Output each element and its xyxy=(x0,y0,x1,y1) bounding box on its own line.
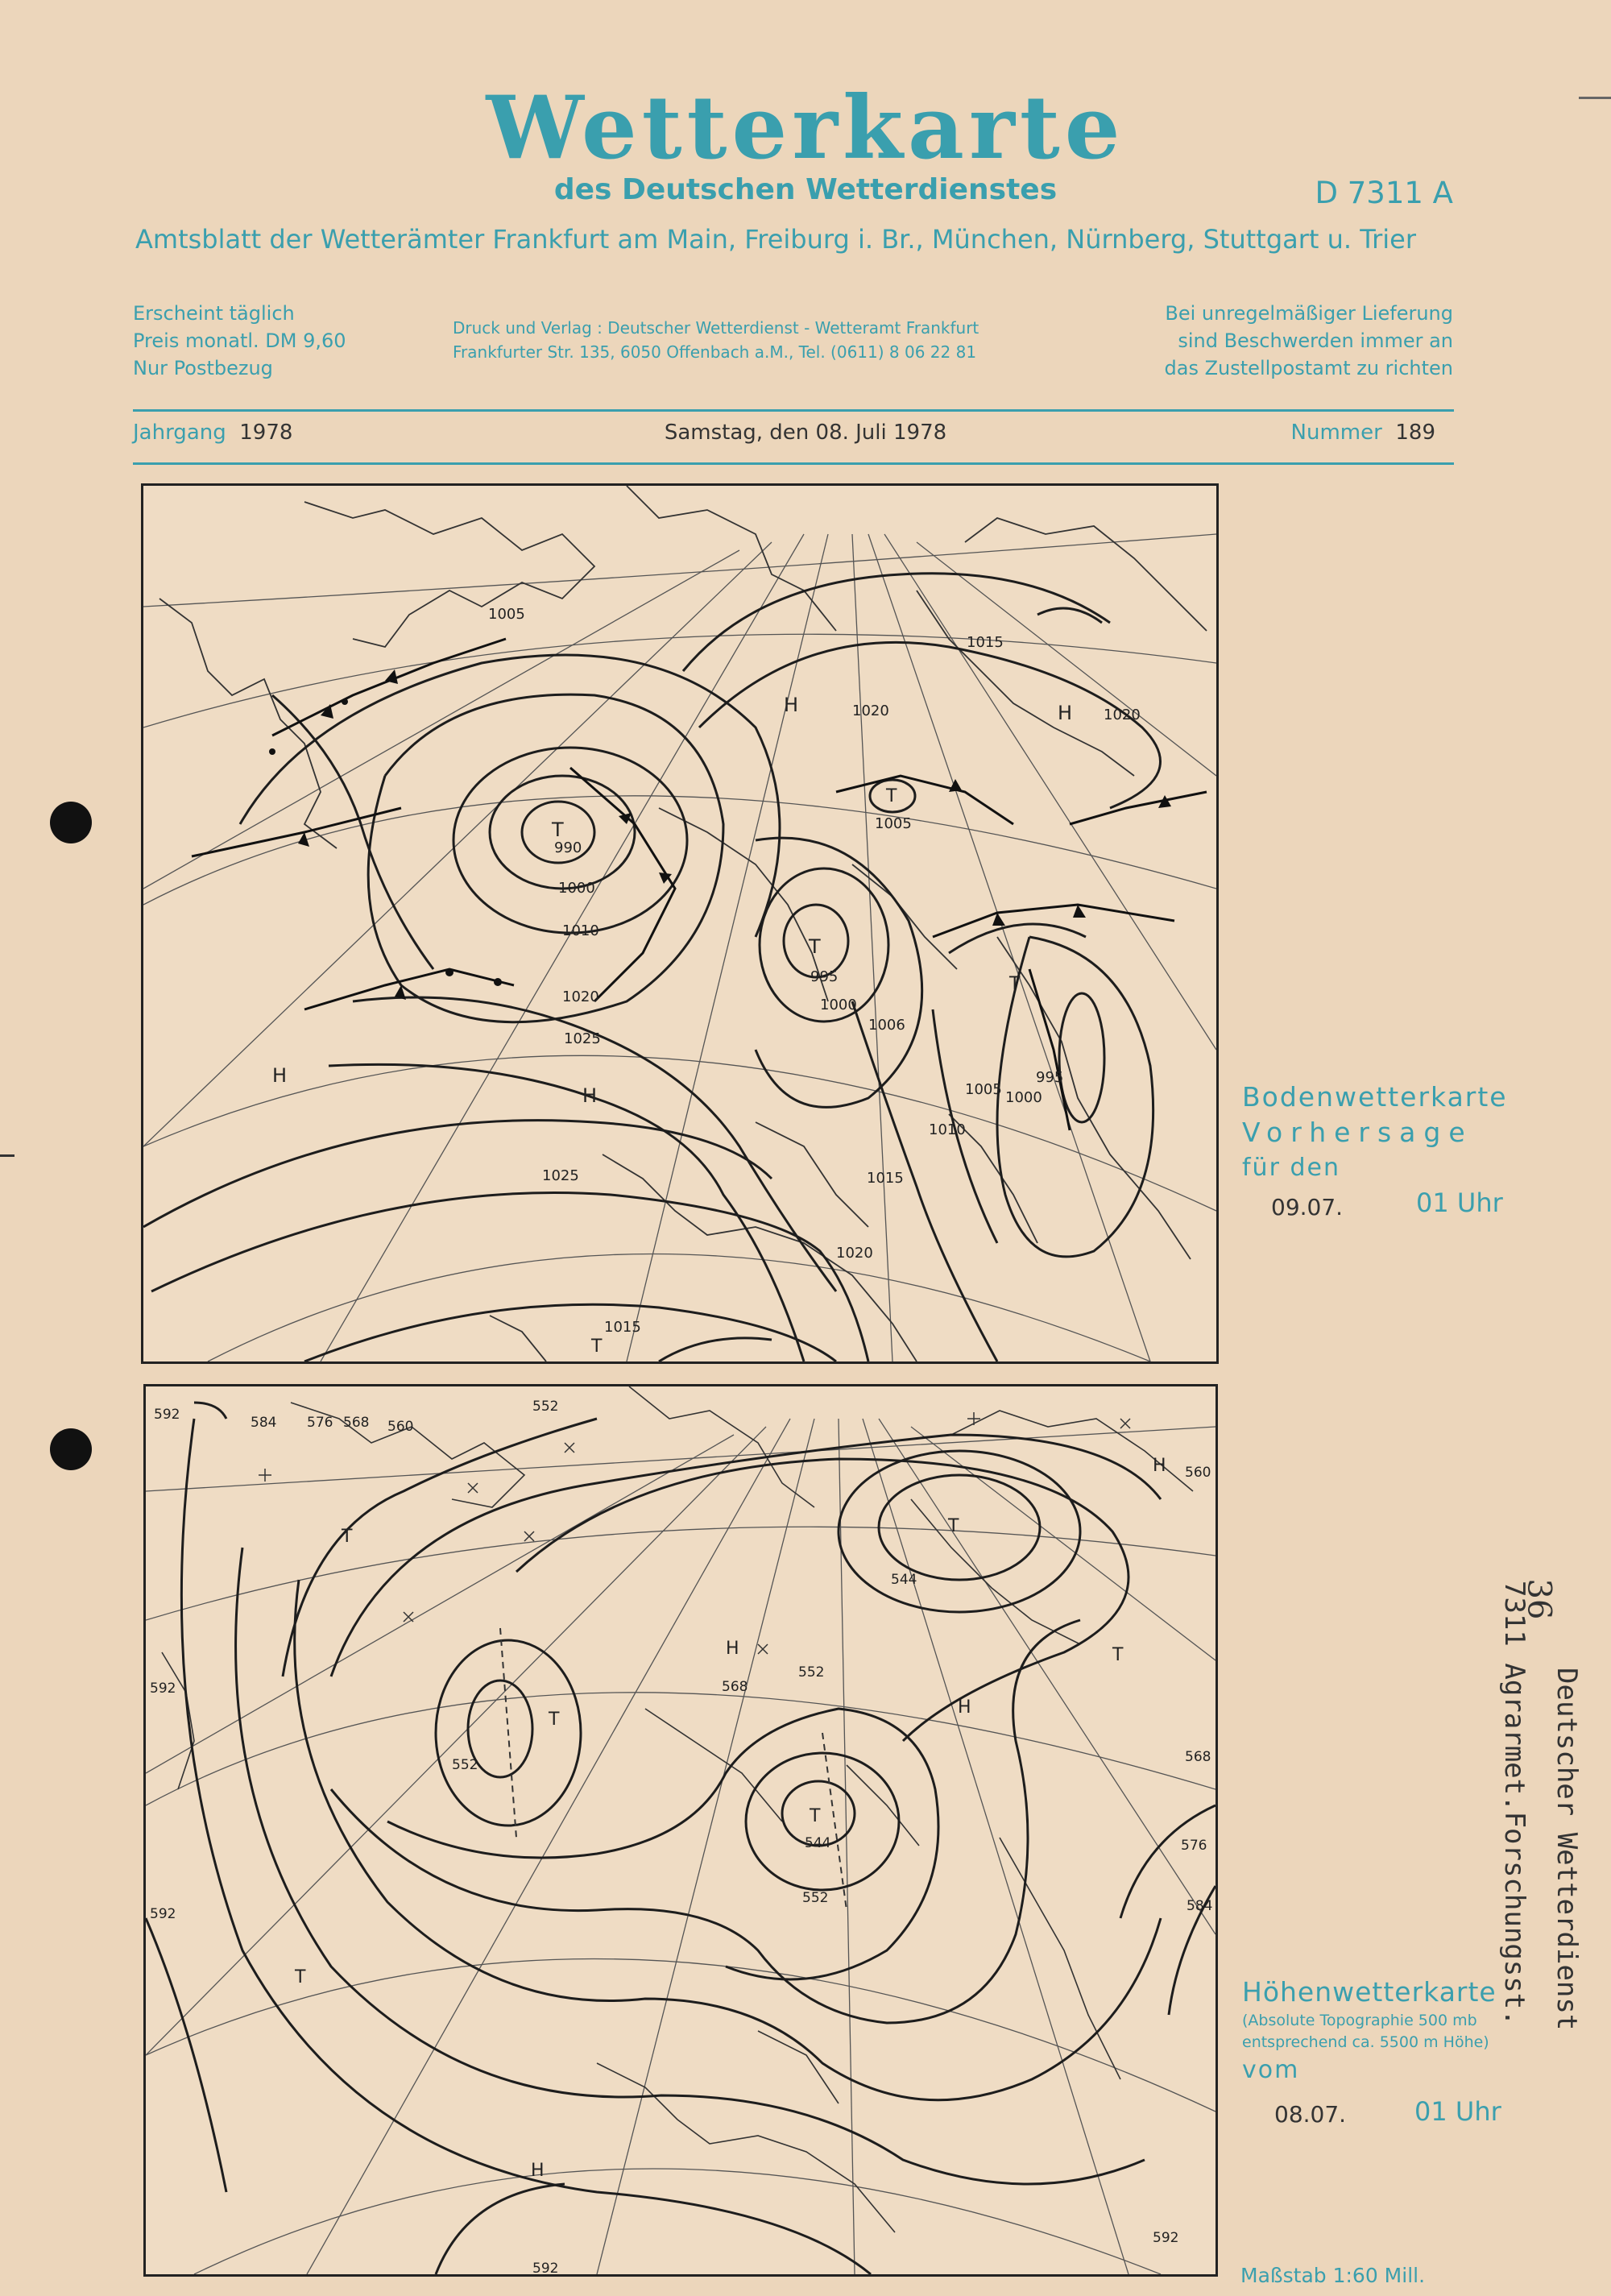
map-graticule xyxy=(143,534,1216,1361)
isobar-label: 1025 xyxy=(564,1030,601,1047)
high-label: H xyxy=(726,1639,739,1659)
map1-caption-forecast: Vorhersage xyxy=(1242,1117,1473,1148)
contour-label: 568 xyxy=(343,1415,370,1431)
handwritten-number: 36 xyxy=(1520,1578,1558,1620)
isobar-label: 1000 xyxy=(558,880,595,897)
high-label: H xyxy=(784,694,799,716)
map1-caption xyxy=(1242,1080,1508,1186)
contour-label: 552 xyxy=(802,1890,829,1906)
low-label: T xyxy=(886,786,897,806)
publisher-info xyxy=(453,316,979,364)
info-left-line: Erscheint täglich xyxy=(133,302,295,325)
isobar-label: 1005 xyxy=(488,606,525,623)
year-value: 1978 xyxy=(239,421,293,445)
low-label: T xyxy=(948,1516,959,1536)
isobar-label: 995 xyxy=(1036,1069,1064,1086)
isobar-label: 1020 xyxy=(1104,707,1141,723)
header-rule-top xyxy=(133,409,1454,412)
map2-caption-vom: vom xyxy=(1242,2056,1300,2084)
info-center-line: Frankfurter Str. 135, 6050 Offenbach a.M., Tel. (0611) 8 06 22 81 xyxy=(453,342,977,362)
isobar-label: 1010 xyxy=(562,922,599,939)
contour-label: 576 xyxy=(1181,1838,1207,1854)
punch-hole-top xyxy=(50,802,92,843)
contour-label: 568 xyxy=(1185,1749,1211,1765)
front-symbols xyxy=(269,669,1171,1000)
isobar-label: 1005 xyxy=(875,815,912,832)
issue-code: D 7311 A xyxy=(1315,176,1453,210)
high-label: H xyxy=(531,2161,545,2181)
contour-label: 552 xyxy=(798,1664,825,1681)
header-rule-bottom xyxy=(133,462,1454,465)
map2-note-line: entsprechend ca. 5500 m Höhe) xyxy=(1242,2033,1489,2051)
low-label: T xyxy=(552,819,564,841)
contour-label: 592 xyxy=(1153,2230,1179,2246)
contour-label: 560 xyxy=(387,1419,414,1435)
stamp-line-dwd: Deutscher Wetterdienst xyxy=(1551,1668,1583,2031)
masthead-title: Wetterkarte xyxy=(486,77,1125,179)
isobar-label: 1000 xyxy=(1005,1089,1042,1106)
isobar-label: 1010 xyxy=(929,1121,966,1138)
coastlines xyxy=(159,486,1207,1361)
masthead-subtitle: des Deutschen Wetterdienstes xyxy=(553,173,1058,206)
isobar-label: 990 xyxy=(554,839,582,856)
map1-time: 01 Uhr xyxy=(1416,1187,1503,1218)
coastlines xyxy=(162,1386,1193,2232)
isobar-label: 1025 xyxy=(542,1167,579,1184)
map-scale: Maßstab 1:60 Mill. xyxy=(1240,2264,1426,2287)
isobar-label: 1015 xyxy=(967,634,1004,651)
info-center-line: Druck und Verlag : Deutscher Wetterdienst - Wetteramt Frankfurt xyxy=(453,318,979,338)
contour-label: 584 xyxy=(1187,1898,1213,1914)
high-label: H xyxy=(272,1064,288,1087)
low-label: T xyxy=(810,1806,821,1826)
contour-label: 592 xyxy=(150,1906,176,1922)
isobar-label: 1020 xyxy=(852,702,889,719)
isobar-label: 1020 xyxy=(562,988,599,1005)
year-label: Jahrgang xyxy=(133,421,226,445)
low-label: T xyxy=(591,1337,603,1357)
punch-hole-bottom xyxy=(50,1428,92,1470)
trough-lines xyxy=(500,1628,847,1910)
contour-label: 576 xyxy=(307,1415,333,1431)
contour-label: 592 xyxy=(532,2261,559,2274)
contour-label: 584 xyxy=(251,1415,277,1431)
high-label: H xyxy=(1153,1456,1166,1476)
stamp-line-agrarmet: 7311 Agrarmet.Forschungsst. xyxy=(1498,1581,1530,2026)
surface-forecast-map xyxy=(141,483,1219,1364)
map2-caption-title: Höhenwetterkarte xyxy=(1242,1976,1497,2008)
contour-label: 568 xyxy=(722,1679,748,1695)
number-label: Nummer xyxy=(1290,421,1382,445)
high-label: H xyxy=(582,1084,598,1107)
height-contours xyxy=(146,1403,1215,2274)
contour-label: 552 xyxy=(452,1757,478,1773)
contour-label: 552 xyxy=(532,1399,559,1415)
contour-label: 544 xyxy=(805,1835,831,1851)
upper-air-map xyxy=(143,1384,1218,2277)
info-left-line: Preis monatl. DM 9,60 xyxy=(133,329,346,352)
subscription-info xyxy=(133,300,346,382)
high-label: H xyxy=(1058,702,1073,724)
delivery-info xyxy=(1165,300,1453,382)
isobar-label: 1000 xyxy=(820,997,857,1013)
map2-note-line: (Absolute Topographie 500 mb xyxy=(1242,2012,1477,2029)
low-label: T xyxy=(1112,1645,1124,1665)
map-graticule xyxy=(146,1419,1215,2274)
low-label: T xyxy=(295,1967,306,1987)
low-label: T xyxy=(342,1527,353,1547)
isobar-label: 1005 xyxy=(965,1081,1002,1098)
map2-caption-note xyxy=(1242,2010,1489,2054)
margin-mark xyxy=(0,1154,14,1157)
high-label: H xyxy=(958,1697,971,1718)
isobar-label: 995 xyxy=(810,968,839,985)
contour-label: 592 xyxy=(154,1407,180,1423)
info-right-line: Bei unregelmäßiger Lieferung xyxy=(1165,302,1453,325)
contour-label: 560 xyxy=(1185,1465,1211,1481)
map1-caption-for: für den xyxy=(1242,1154,1340,1182)
info-right-line: das Zustellpostamt zu richten xyxy=(1164,357,1453,379)
map2-time: 01 Uhr xyxy=(1414,2096,1501,2127)
map1-caption-title: Bodenwetterkarte xyxy=(1242,1081,1508,1113)
contour-label: 544 xyxy=(891,1572,917,1588)
map2-date: 08.07. xyxy=(1274,2101,1347,2128)
number-line xyxy=(1291,421,1435,445)
isobars xyxy=(143,574,1161,1361)
isobar-label: 1006 xyxy=(868,1017,905,1034)
low-label: T xyxy=(549,1710,560,1730)
isobar-label: 1020 xyxy=(836,1245,873,1262)
low-label: T xyxy=(1009,974,1021,994)
contour-label: 592 xyxy=(150,1681,176,1697)
isobar-label: 1015 xyxy=(867,1170,904,1187)
number-value: 189 xyxy=(1395,421,1435,445)
low-label: T xyxy=(809,935,821,958)
info-right-line: sind Beschwerden immer an xyxy=(1178,329,1453,352)
official-gazette-line: Amtsblatt der Wetterämter Frankfurt am Main, Freiburg i. Br., München, Nürnberg, Stuttgart u. Trier xyxy=(135,224,1416,255)
info-left-line: Nur Postbezug xyxy=(133,357,273,379)
issue-date: Samstag, den 08. Juli 1978 xyxy=(664,421,947,445)
isobar-label: 1015 xyxy=(604,1319,641,1336)
map1-date: 09.07. xyxy=(1271,1194,1344,1221)
